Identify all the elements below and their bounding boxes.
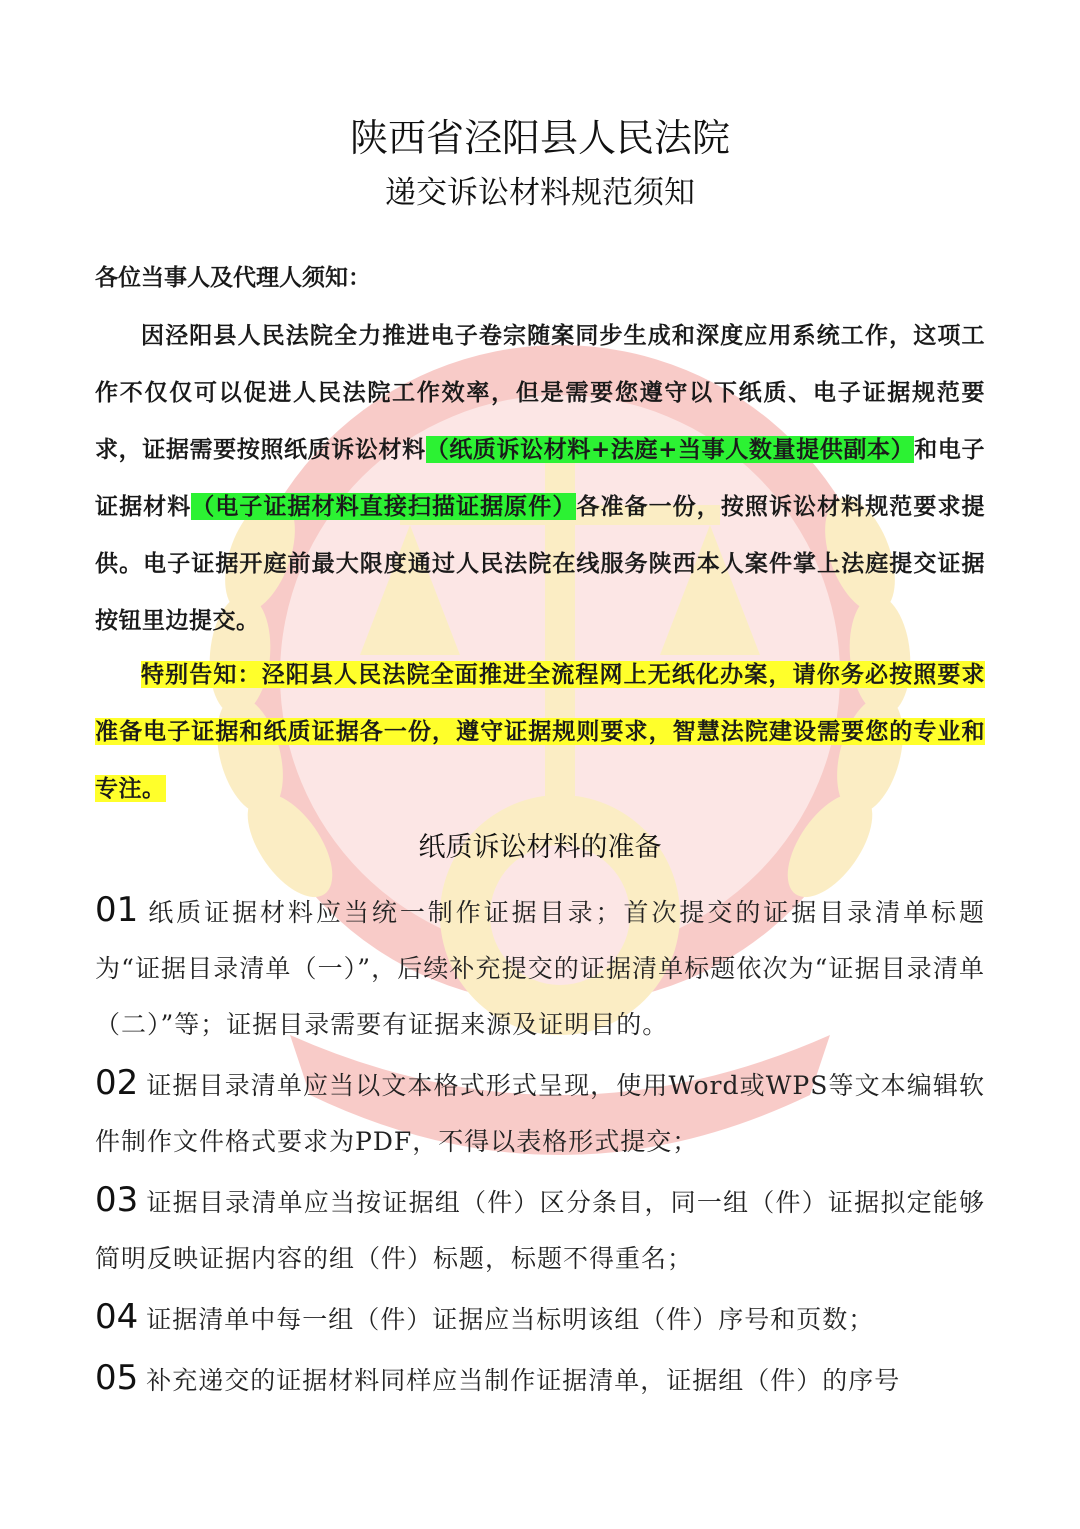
- item-number: 04: [95, 1297, 139, 1337]
- highlight-paper-copies: （纸质诉讼材料+法庭+当事人数量提供副本）: [425, 436, 915, 463]
- salutation: 各位当事人及代理人须知：: [95, 264, 371, 291]
- item-number: 05: [95, 1358, 139, 1398]
- requirements-list: [95, 882, 985, 1409]
- highlight-special-notice: 特别告知：泾阳县人民法院全面推进全流程网上无纸化办案，请你务必按照要求准备电子证据和纸质证据各一份，遵守证据规则要求，智慧法院建设需要您的专业和专注。: [95, 661, 985, 802]
- item-number: 03: [95, 1180, 139, 1220]
- special-notice-paragraph: [95, 646, 985, 817]
- item-text: 证据清单中每一组（件）证据应当标明该组（件）序号和页数；: [146, 1305, 875, 1334]
- notice-text: 和电子证据材料: [95, 436, 986, 520]
- notice-paragraph: [95, 307, 985, 649]
- notice-text: 因泾阳县人民法院全力推进电子卷宗随案同步生成和深度应用系统工作，这项工作不仅仅可以促进人民法院工作效率，但是需要您遵守以下纸质、电子证据规范要求，证据需要按照纸质诉讼材料: [95, 322, 985, 463]
- list-item: [95, 882, 985, 1053]
- item-text: 证据目录清单应当以文本格式形式呈现，使用Word或WPS等文本编辑软件制作文件格式要求为PDF，不得以表格形式提交；: [95, 1071, 985, 1156]
- page-title: 陕西省泾阳县人民法院: [349, 116, 730, 160]
- notice-text: 各准备一份，按照诉讼材料规范要求提供。电子证据开庭前最大限度通过人民法院在线服务陕西本人案件掌上法庭提交证据按钮里边提交。: [95, 493, 986, 634]
- item-text: 补充递交的证据材料同样应当制作证据清单，证据组（件）的序号: [146, 1366, 901, 1395]
- section-title: 纸质诉讼材料的准备: [418, 832, 662, 863]
- item-text: 纸质证据材料应当统一制作证据目录；首次提交的证据目录清单标题为“证据目录清单（一）”，后续补充提交的证据清单标题依次为“证据目录清单（二）”等；证据目录需要有证据来源及证明目的。: [95, 898, 985, 1039]
- item-number: 02: [95, 1063, 139, 1103]
- list-item: [95, 1350, 985, 1409]
- item-text: 证据目录清单应当按证据组（件）区分条目，同一组（件）证据拟定能够简明反映证据内容的组（件）标题，标题不得重名；: [95, 1188, 985, 1273]
- list-item: [95, 1172, 985, 1287]
- list-item: [95, 1289, 985, 1348]
- page-subtitle: 递交诉讼材料规范须知: [385, 175, 695, 211]
- highlight-electronic-scan: （电子证据材料直接扫描证据原件）: [191, 493, 577, 520]
- item-number: 01: [95, 890, 139, 930]
- list-item: [95, 1055, 985, 1170]
